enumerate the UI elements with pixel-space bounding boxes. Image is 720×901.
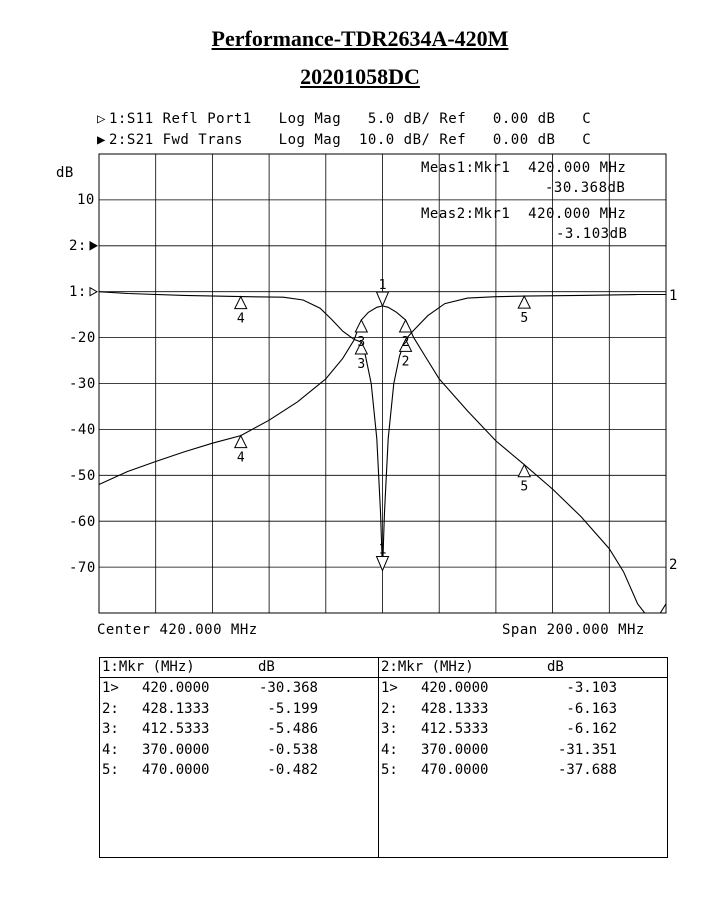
- table-row: [379, 742, 667, 762]
- marker-triangle: [235, 436, 247, 448]
- marker-triangle: [377, 292, 389, 306]
- marker-label: 3: [357, 334, 366, 350]
- trace1-end-label: 1: [669, 288, 678, 304]
- marker-triangle: [518, 296, 530, 308]
- table-cell-id: 5:: [102, 762, 119, 778]
- marker-label: 1: [378, 277, 387, 293]
- y-tick-label: -50: [69, 468, 96, 484]
- table-cell-val: -6.162: [566, 721, 617, 737]
- table-row: [100, 680, 378, 700]
- marker-label: 2: [401, 354, 410, 370]
- table-row: [100, 762, 378, 782]
- table-header: [379, 658, 667, 678]
- table-cell-freq: 412.5333: [142, 721, 210, 737]
- table-cell-val: -30.368: [258, 680, 318, 696]
- marker-label: 1: [378, 542, 387, 558]
- table-cell-freq: 370.0000: [421, 741, 489, 758]
- table-row: [100, 742, 378, 762]
- marker-triangle: [355, 320, 367, 332]
- table-cell-id: 1>: [102, 680, 119, 696]
- table-cell-freq: 428.1333: [421, 700, 489, 717]
- marker-label: 5: [520, 479, 529, 495]
- y-tick-label: -60: [69, 514, 96, 530]
- y-unit-label: dB: [56, 165, 74, 181]
- y-tick-label: -70: [69, 560, 96, 576]
- y-tick-label: -30: [69, 376, 96, 392]
- table-cell-freq: 412.5333: [421, 721, 489, 737]
- trace2-end-label: 2: [669, 557, 678, 573]
- table-cell-val: -0.538: [267, 741, 318, 758]
- marker-label: 3: [357, 357, 366, 373]
- table-cell-val: -6.163: [566, 700, 617, 717]
- table-cell-val: -5.199: [267, 700, 318, 717]
- span-frequency: Span 200.000 MHz: [502, 622, 645, 638]
- meas1-line1: Meas1:Mkr1 420.000 MHz: [421, 160, 627, 176]
- marker-label: 5: [520, 311, 529, 327]
- table-cell-val: -0.482: [267, 762, 318, 778]
- meas2-line2: -3.103dB: [556, 226, 628, 242]
- trace2-ref-pointer: [90, 242, 97, 250]
- y-tick-label: -40: [69, 422, 96, 438]
- marker-label: 2: [401, 334, 410, 350]
- table-cell-id: 2:: [102, 700, 119, 717]
- trace1-marker-icon: ▷: [97, 111, 106, 127]
- marker-table-trace2: [379, 658, 667, 857]
- marker-triangle: [377, 556, 389, 570]
- table-cell-val: -31.351: [557, 741, 617, 758]
- table-cell-id: 3:: [102, 721, 119, 737]
- table-row: [379, 680, 667, 700]
- table-cell-val: -5.486: [267, 721, 318, 737]
- chart-subtitle: 20201058DC: [300, 64, 420, 89]
- table-cell-val: -3.103: [566, 680, 617, 696]
- marker-triangle: [400, 320, 412, 332]
- table-header: [100, 658, 378, 678]
- table-cell-freq: 428.1333: [142, 700, 210, 717]
- table-cell-val: -37.688: [557, 762, 617, 778]
- marker-table-trace1: [100, 658, 379, 857]
- table-cell-freq: 420.0000: [421, 680, 489, 696]
- table-cell-freq: 470.0000: [142, 762, 210, 778]
- center-frequency: Center 420.000 MHz: [97, 622, 258, 638]
- table-header-cell: dB: [258, 659, 275, 675]
- table-row: [379, 701, 667, 721]
- meas1-line2: -30.368dB: [545, 180, 626, 196]
- trace2-marker-icon: ▶: [97, 132, 106, 148]
- meas2-line1: Meas2:Mkr1 420.000 MHz: [421, 206, 627, 222]
- chart-title: Performance-TDR2634A-420M: [211, 26, 509, 51]
- table-cell-id: 1>: [381, 680, 398, 696]
- table-cell-freq: 470.0000: [421, 762, 489, 778]
- table-cell-id: 4:: [381, 741, 398, 758]
- trace2-info: 2:S21 Fwd Trans Log Mag 10.0 dB/ Ref 0.00 dB C: [109, 132, 592, 148]
- y-tick-label: 1:: [69, 284, 87, 300]
- table-cell-id: 5:: [381, 762, 398, 778]
- marker-table: [99, 657, 668, 858]
- table-cell-id: 3:: [381, 721, 398, 737]
- marker-triangle: [235, 297, 247, 309]
- table-cell-freq: 420.0000: [142, 680, 210, 696]
- table-cell-id: 4:: [102, 741, 119, 758]
- table-row: [379, 762, 667, 782]
- table-row: [379, 721, 667, 741]
- table-cell-id: 2:: [381, 700, 398, 717]
- y-tick-label: -20: [69, 330, 96, 346]
- table-header-cell: dB: [547, 659, 564, 675]
- marker-triangle: [518, 465, 530, 477]
- trace1-info: 1:S11 Refl Port1 Log Mag 5.0 dB/ Ref 0.00 dB C: [109, 111, 592, 127]
- table-row: [100, 701, 378, 721]
- table-header-cell: 1:Mkr (MHz): [102, 659, 195, 675]
- y-tick-label: 2:: [69, 238, 87, 254]
- trace1-ref-pointer: [90, 288, 97, 296]
- marker-label: 4: [236, 311, 245, 327]
- table-header-cell: 2:Mkr (MHz): [381, 659, 474, 675]
- table-row: [100, 721, 378, 741]
- table-cell-freq: 370.0000: [142, 741, 210, 758]
- y-tick-label: 10: [77, 192, 95, 208]
- marker-label: 4: [236, 450, 245, 466]
